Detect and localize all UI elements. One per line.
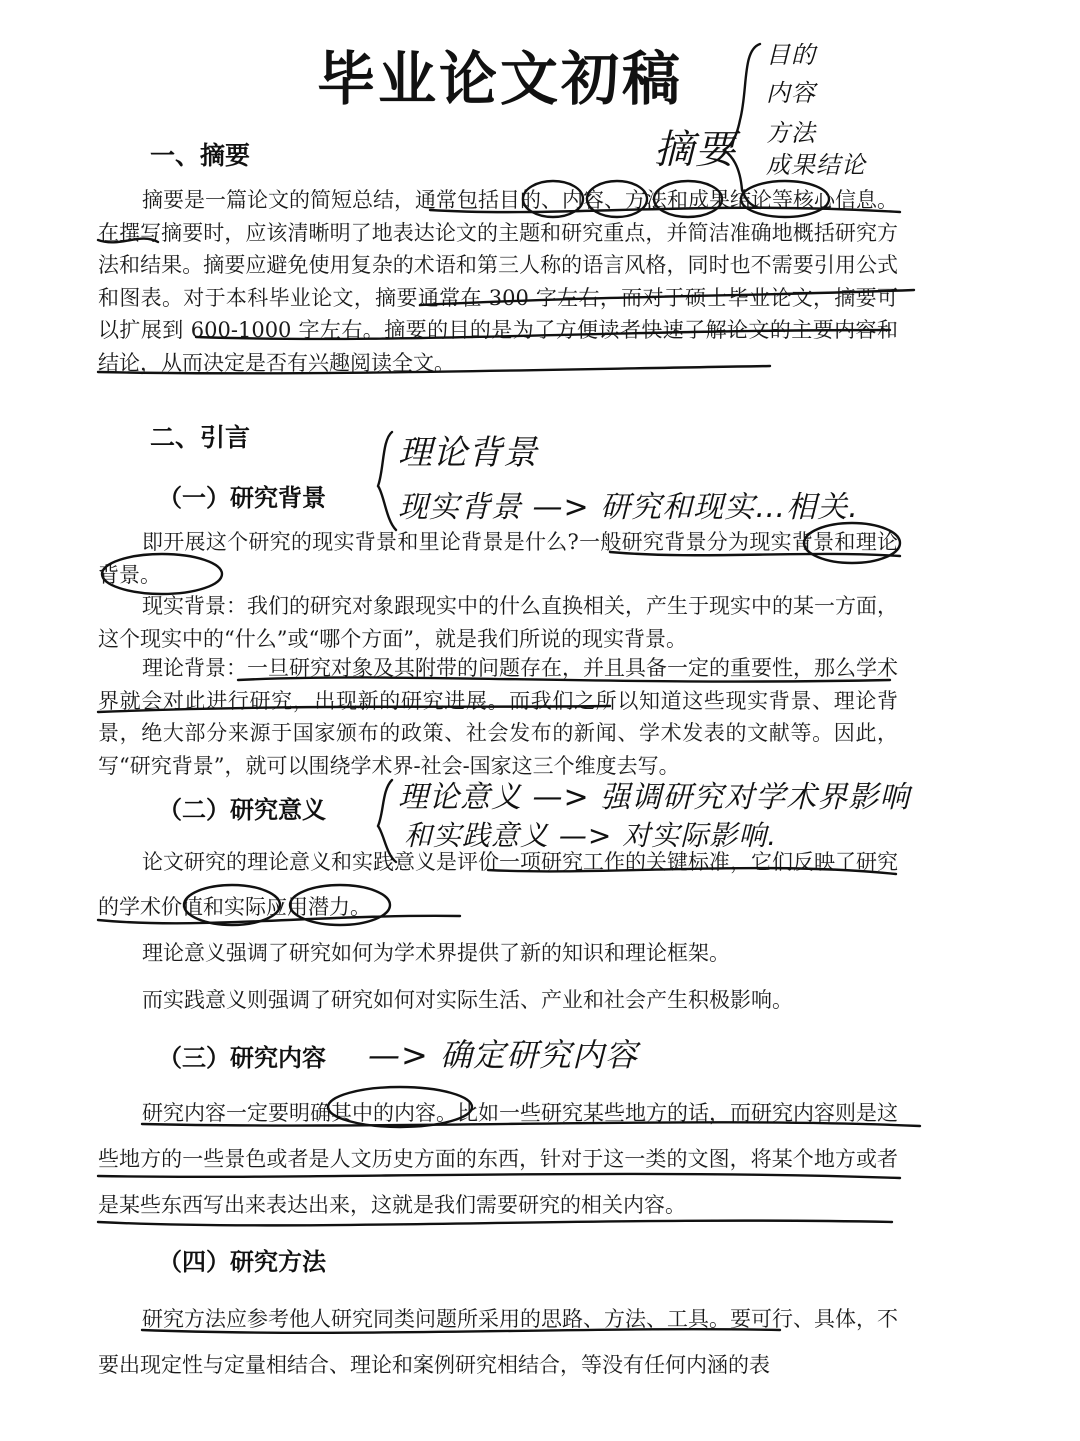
paragraph-significance-3: 而实践意义则强调了研究如何对实际生活、产业和社会产生积极影响。	[142, 988, 793, 1012]
handwritten-background-theory: 理论背景	[398, 433, 538, 473]
handwritten-abstract-item-1: 目的	[766, 41, 816, 69]
heading-background: （一）研究背景	[158, 484, 326, 512]
heading-content: （三）研究内容	[158, 1044, 326, 1072]
handwritten-abstract-label: 摘要	[654, 127, 736, 173]
handwritten-background-reality: 现实背景 —> 研究和现实…相关.	[398, 490, 859, 525]
paragraph-background-3: 理论背景：一旦研究对象及其附带的问题存在，并且具备一定的重要性，那么学术界就会对此进行研究，出现新的研究进展。而我们之所以知道这些现实背景、理论背景，绝大部分来源于国家颁布的政策、社会发布的新闻、学术发表的文献等。因此，写“研究背景”，就可以围绕学术界-社会-国家这三个维度去写。	[98, 656, 898, 778]
paragraph-significance-1: 论文研究的理论意义和实践意义是评价一项研究工作的关键标准，它们反映了研究的学术价值和实际应用潜力。	[98, 850, 898, 919]
handwritten-significance-practice: 和实践意义 —> 对实际影响.	[404, 819, 778, 852]
handwritten-content-note: —> 确定研究内容	[368, 1036, 638, 1074]
paragraph-background-2: 现实背景：我们的研究对象跟现实中的什么直换相关，产生于现实中的某一方面，这个现实中的“什么”或“哪个方面”，就是我们所说的现实背景。	[98, 594, 898, 651]
handwritten-significance-theory: 理论意义 —> 强调研究对学术界影响	[398, 780, 911, 815]
paragraph-significance-2: 理论意义强调了研究如何为学术界提供了新的知识和理论框架。	[142, 941, 730, 965]
heading-abstract: 一、摘要	[150, 141, 251, 170]
heading-method: （四）研究方法	[158, 1248, 326, 1276]
handwritten-abstract-item-2: 内容	[766, 79, 816, 107]
paragraph-background-1: 即开展这个研究的现实背景和里论背景是什么?一般研究背景分为现实背景和理论背景。	[98, 530, 898, 587]
paragraph-abstract: 摘要是一篇论文的简短总结，通常包括目的、内容、方法和成果结论等核心信息。在撰写摘要时，应该清晰明了地表达论文的主题和研究重点，并简洁准确地概括研究方法和结果。摘要应避免使用复杂的术语和第三人称的语言风格，同时也不需要引用公式和图表。对于本科毕业论文，摘要通常在 300 字左右，而对于硕士毕业论文，摘要可以扩展到 600-1000 字左右。摘要的目的是为了方便读者快速了解论文的主要内容和结论，从而决定是否有兴趣阅读全文。	[98, 188, 898, 375]
handwritten-abstract-item-3: 方法	[766, 119, 816, 147]
paragraph-content: 研究内容一定要明确其中的内容。比如一些研究某些地方的话，而研究内容则是这些地方的一些景色或者是人文历史方面的东西，针对于这一类的文图，将某个地方或者是某些东西写出来表达出来，这就是我们需要研究的相关内容。	[98, 1101, 898, 1217]
heading-significance: （二）研究意义	[158, 796, 326, 824]
handwritten-abstract-item-4: 成果结论	[766, 151, 866, 179]
document-title: 毕业论文初稿	[316, 45, 683, 113]
heading-intro: 二、引言	[150, 423, 251, 452]
paragraph-method: 研究方法应参考他人研究同类问题所采用的思路、方法、工具。要可行、具体，不要出现定性与定量相结合、理论和案例研究相结合，等没有任何内涵的表	[98, 1307, 898, 1377]
